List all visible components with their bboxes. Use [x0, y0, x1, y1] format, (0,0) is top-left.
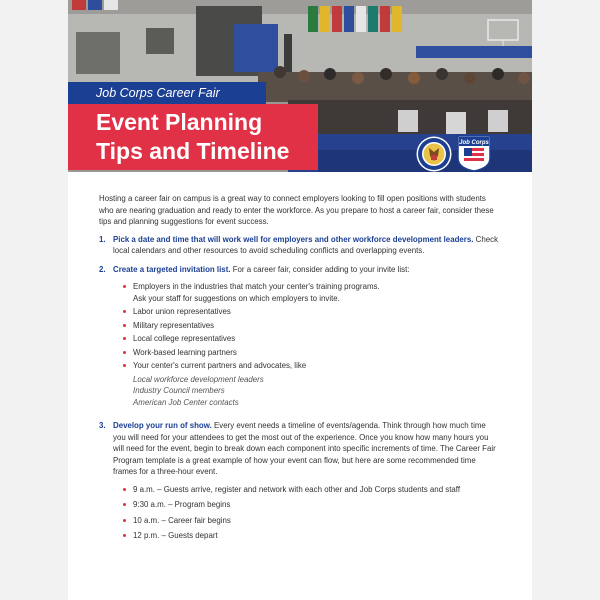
- list-item-subline: Ask your staff for suggestions on which employers to invite.: [133, 293, 340, 303]
- list-item: Your center's current partners and advocates, like: [133, 360, 499, 372]
- list-item: Military representatives: [133, 320, 499, 332]
- step-body: Every event needs a timeline of events/agenda. Think through how much time you will need for your attendees to get the most out of the experience. Once you know how many hours you will need for the event, begin to break down each component into specific increments of time. The Career Fair Program template is a great example of how your event can flow, but here are some recommended time frames for a three-hour event.: [113, 421, 496, 476]
- step-number: 2.: [99, 264, 106, 274]
- list-item-text: Employers in the industries that match your center's training programs.: [133, 282, 380, 291]
- step-body: For a career fair, consider adding to your invite list:: [232, 264, 410, 274]
- invite-list: [113, 281, 499, 372]
- header-kicker: Job Corps Career Fair: [68, 82, 266, 104]
- contact-item: Local workforce development leaders: [133, 374, 264, 384]
- step-heading: Pick a date and time that will work well for employers and other workforce development leaders.: [113, 234, 474, 244]
- step-1: [99, 234, 499, 257]
- step-heading: Create a targeted invitation list.: [113, 264, 231, 274]
- logo-text: Job Corps: [459, 140, 489, 146]
- department-seal-icon: [416, 136, 452, 172]
- step-number: 1.: [99, 234, 106, 244]
- contact-item: American Job Center contacts: [133, 397, 239, 407]
- title-line-1: Event Planning: [96, 109, 263, 135]
- step-3: [99, 420, 499, 542]
- timeline-item: 10 a.m. – Career fair begins: [133, 515, 499, 527]
- step-number: 3.: [99, 421, 106, 430]
- document-page: [68, 0, 532, 600]
- step-body: Check local calendars and other resources to avoid scheduling conflicts and overlapping events.: [113, 234, 499, 255]
- timeline-item: 9:30 a.m. – Program begins: [133, 499, 499, 511]
- step-heading: Develop your run of show.: [113, 421, 212, 430]
- job-corps-logo: [456, 134, 492, 172]
- list-item: [133, 281, 499, 304]
- list-item: Local college representatives: [133, 333, 499, 345]
- intro-paragraph: Hosting a career fair on campus is a great way to connect employers looking to fill open positions with students who are nearing graduation and ready to enter the workforce. As you prepare to host a career fair, consider these tips and planning suggestions for event success.: [99, 194, 494, 226]
- partner-contacts: [133, 374, 499, 409]
- article-body: [99, 193, 499, 549]
- list-item: Labor union representatives: [133, 306, 499, 318]
- step-2: [99, 264, 499, 409]
- page-title: [68, 104, 318, 170]
- timeline-list: [113, 484, 499, 542]
- contact-item: Industry Council members: [133, 386, 225, 395]
- title-line-2: Tips and Timeline: [96, 138, 290, 164]
- timeline-item: 12 p.m. – Guests depart: [133, 530, 499, 542]
- list-item: Work-based learning partners: [133, 347, 499, 359]
- timeline-item: 9 a.m. – Guests arrive, register and network with each other and Job Corps students and staff: [133, 484, 499, 496]
